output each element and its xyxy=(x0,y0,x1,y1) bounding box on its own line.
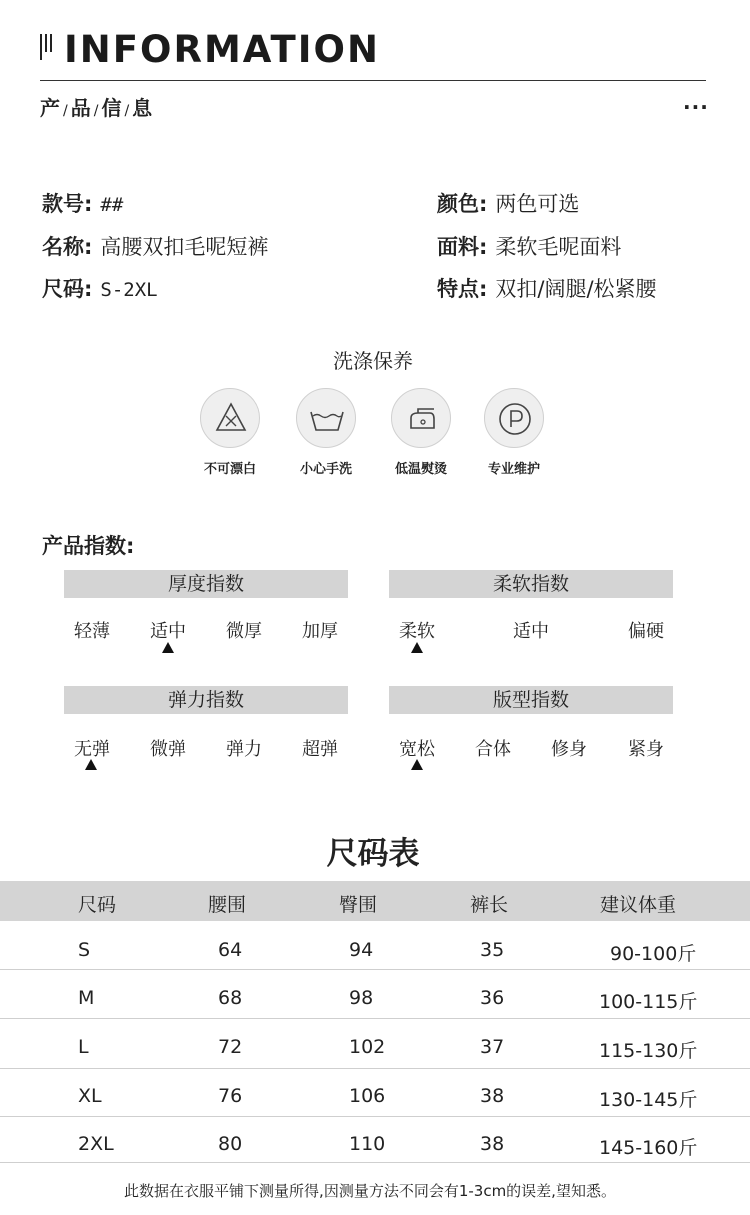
column-header: 裤长 xyxy=(470,894,509,916)
info-value: 高腰双扣毛呢短裤 xyxy=(100,235,269,259)
selected-marker-icon xyxy=(162,642,174,653)
care-item-hand-wash xyxy=(286,388,366,477)
elasticity-option: 微弹 xyxy=(150,739,186,760)
softness-option: 适中 xyxy=(513,621,549,642)
size-table-title: 尺码表 xyxy=(326,836,420,872)
row-divider xyxy=(0,1018,750,1019)
care-item-professional xyxy=(474,388,554,477)
table-cell: XL xyxy=(78,1085,102,1107)
row-divider xyxy=(0,1116,750,1117)
care-label: 小心手洗 xyxy=(299,462,352,477)
fit-option: 紧身 xyxy=(628,739,664,760)
thickness-index-bar: 厚度指数 xyxy=(64,570,348,598)
header-mark xyxy=(40,34,54,60)
selected-marker-icon xyxy=(411,642,423,653)
row-divider xyxy=(0,969,750,970)
elasticity-option: 无弹 xyxy=(74,739,110,760)
info-key: 面料: xyxy=(437,235,488,259)
table-cell: 102 xyxy=(349,1036,386,1058)
table-cell: 35 xyxy=(480,939,505,961)
table-cell: 90-100斤 xyxy=(610,943,697,965)
fit-option: 修身 xyxy=(551,739,587,760)
softness-index-bar: 柔软指数 xyxy=(389,570,673,598)
row-divider xyxy=(0,1068,750,1069)
professional-care-icon xyxy=(484,388,544,448)
table-cell: 64 xyxy=(218,939,243,961)
info-feature xyxy=(437,273,657,303)
softness-option: 柔软 xyxy=(399,621,435,642)
table-cell: 68 xyxy=(218,987,243,1009)
softness-option: 偏硬 xyxy=(628,621,664,642)
care-label: 专业维护 xyxy=(487,462,540,477)
row-divider xyxy=(0,1162,750,1163)
page-title: INFORMATION xyxy=(64,28,380,71)
more-icon: ... xyxy=(683,90,709,114)
info-key: 名称: xyxy=(42,235,93,259)
fit-index-bar: 版型指数 xyxy=(389,686,673,714)
table-cell: 98 xyxy=(349,987,374,1009)
subtitle-char: 产 xyxy=(40,96,60,120)
info-value: 双扣/阔腿/松紧腰 xyxy=(495,277,657,301)
table-cell: 80 xyxy=(218,1133,243,1155)
low-iron-icon xyxy=(391,388,451,448)
subtitle-char: 信 xyxy=(101,96,122,120)
table-cell: 37 xyxy=(480,1036,505,1058)
table-cell: 38 xyxy=(480,1085,505,1107)
info-name xyxy=(42,231,268,261)
header-divider xyxy=(40,80,706,81)
page-subtitle: 产 / 品 / 信 / 息 xyxy=(40,96,153,120)
table-cell: L xyxy=(78,1036,89,1058)
table-cell: 2XL xyxy=(78,1133,114,1155)
info-value: ## xyxy=(100,194,124,216)
info-key: 尺码: xyxy=(42,277,93,301)
thickness-option: 轻薄 xyxy=(74,621,110,642)
care-label: 低温熨烫 xyxy=(394,462,447,477)
table-cell: 36 xyxy=(480,987,505,1009)
table-cell: 38 xyxy=(480,1133,505,1155)
table-cell: 145-160斤 xyxy=(599,1137,698,1159)
table-cell: 110 xyxy=(349,1133,386,1155)
elasticity-option: 超弹 xyxy=(302,739,338,760)
table-cell: 72 xyxy=(218,1036,243,1058)
selected-marker-icon xyxy=(411,759,423,770)
info-value: S-2XL xyxy=(100,279,158,301)
info-key: 特点: xyxy=(437,277,488,301)
column-header: 腰围 xyxy=(208,894,247,916)
elasticity-index-bar: 弹力指数 xyxy=(64,686,348,714)
column-header: 尺码 xyxy=(78,894,117,916)
table-cell: 130-145斤 xyxy=(599,1089,698,1111)
thickness-option: 适中 xyxy=(150,621,186,642)
info-value: 两色可选 xyxy=(495,192,580,216)
fit-option: 宽松 xyxy=(399,739,435,760)
table-cell: 76 xyxy=(218,1085,243,1107)
subtitle-char: 息 xyxy=(132,96,153,120)
column-header: 臀围 xyxy=(339,894,378,916)
no-bleach-icon xyxy=(200,388,260,448)
care-title: 洗涤保养 xyxy=(333,349,413,373)
column-header: 建议体重 xyxy=(600,894,677,916)
thickness-option: 微厚 xyxy=(226,621,262,642)
table-cell: M xyxy=(78,987,95,1009)
info-color xyxy=(437,188,579,218)
indices-title: 产品指数: xyxy=(42,534,135,558)
info-value: 柔软毛呢面料 xyxy=(495,235,622,259)
care-item-no-bleach xyxy=(190,388,270,477)
table-cell: S xyxy=(78,939,91,961)
elasticity-option: 弹力 xyxy=(226,739,262,760)
table-cell: 115-130斤 xyxy=(599,1040,698,1062)
fit-option: 合体 xyxy=(475,739,511,760)
info-key: 款号: xyxy=(42,192,93,216)
info-style-no xyxy=(42,188,123,218)
subtitle-char: 品 xyxy=(70,96,91,120)
info-size xyxy=(42,273,158,303)
table-cell: 100-115斤 xyxy=(599,991,698,1013)
table-cell: 94 xyxy=(349,939,374,961)
thickness-option: 加厚 xyxy=(302,621,338,642)
care-label: 不可漂白 xyxy=(203,462,256,477)
selected-marker-icon xyxy=(85,759,97,770)
info-key: 颜色: xyxy=(437,192,488,216)
info-fabric xyxy=(437,231,621,261)
care-item-low-iron xyxy=(381,388,461,477)
table-cell: 106 xyxy=(349,1085,386,1107)
hand-wash-icon xyxy=(296,388,356,448)
measurement-note: 此数据在衣服平铺下测量所得,因测量方法不同会有1-3cm的误差,望知悉。 xyxy=(124,1182,616,1200)
